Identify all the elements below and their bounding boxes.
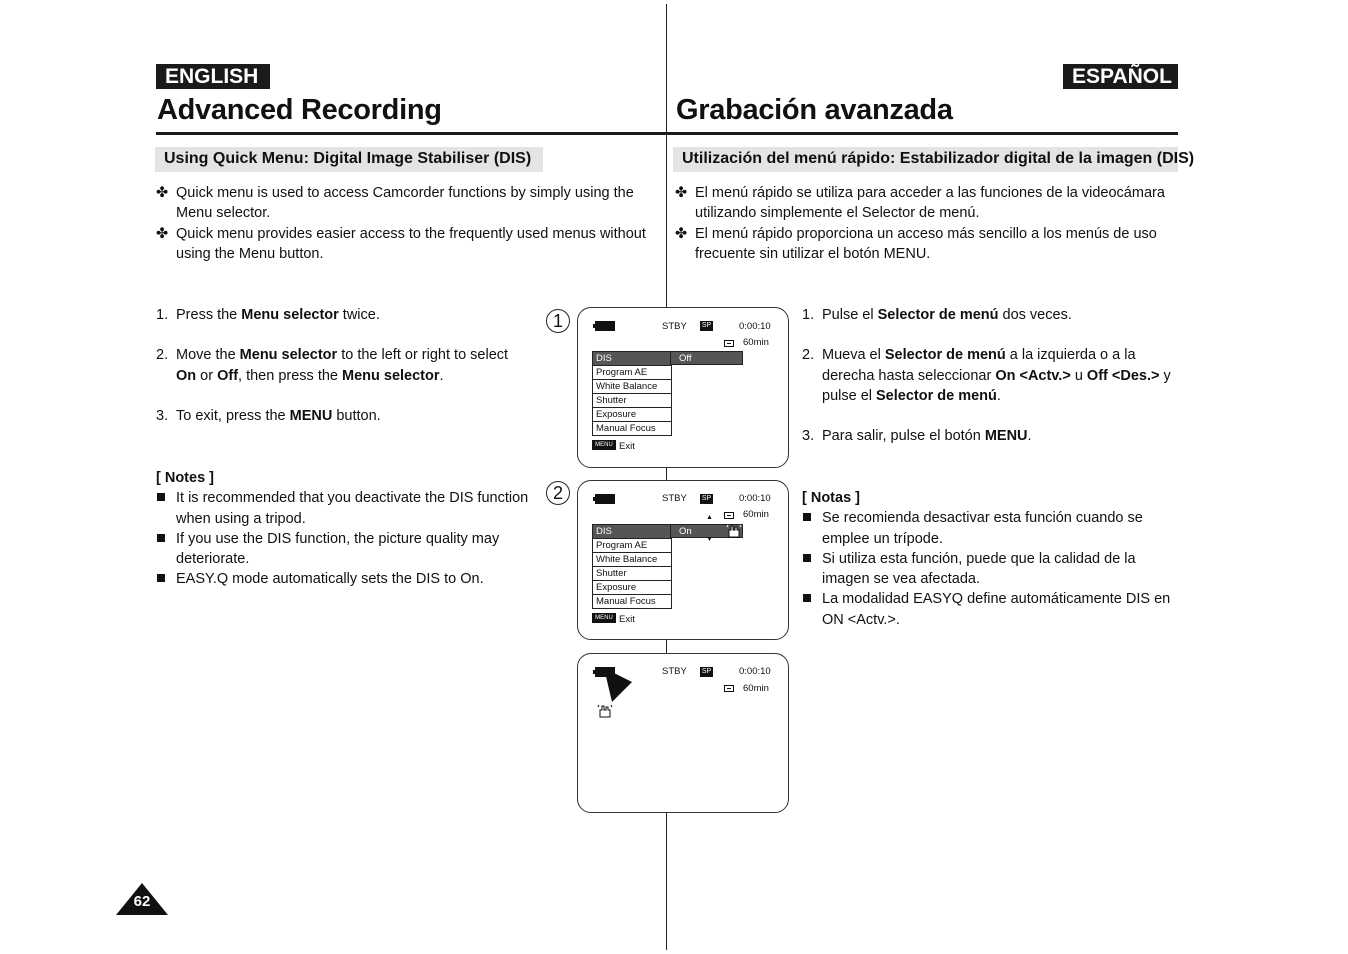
menu-item-white-balance[interactable]: White Balance bbox=[593, 552, 671, 566]
lcd-screen-2 bbox=[577, 480, 789, 640]
page-title-espanol: Grabación avanzada bbox=[676, 94, 953, 126]
bullet-icon: ✤ bbox=[675, 225, 688, 242]
steps-english bbox=[156, 305, 531, 426]
step-1: 1. Press the Menu selector twice. bbox=[156, 307, 380, 323]
lang-label-english: ENGLISH bbox=[156, 64, 270, 89]
title-rule-left bbox=[156, 132, 666, 135]
intro-bullet: ✤ El menú rápido proporciona un acceso más sencillo a los menús de uso frecuente sin utilizar el botón MENU. bbox=[675, 225, 1157, 262]
step-3: 3. Para salir, pulse el botón MENU. bbox=[802, 428, 1032, 445]
stby-label: STBY bbox=[662, 321, 687, 332]
note-item: It is recommended that you deactivate the DIS function when using a tripod. bbox=[156, 488, 531, 529]
intro-espanol bbox=[675, 183, 1175, 264]
timecode: 0:00:10 bbox=[739, 493, 771, 504]
step-2: 2. Move the Menu selector to the left or right to select On or Off, then press the Menu selector. bbox=[156, 347, 509, 384]
lcd-screen-3 bbox=[577, 653, 789, 813]
arrow-down-icon: ▼ bbox=[706, 536, 713, 543]
stby-label: STBY bbox=[662, 493, 687, 504]
menu-item-shutter[interactable]: Shutter bbox=[593, 566, 671, 580]
menu-item-manual-focus[interactable]: Manual Focus bbox=[593, 594, 671, 608]
step-number-2: 2 bbox=[546, 481, 570, 505]
sp-badge: SP bbox=[701, 495, 712, 502]
menu-item-program-ae[interactable]: Program AE bbox=[593, 365, 671, 379]
menu-item-exposure[interactable]: Exposure bbox=[593, 580, 671, 594]
square-bullet-icon bbox=[157, 534, 165, 542]
note-item: Se recomienda desactivar esta función cuando se emplee un trípode. bbox=[802, 508, 1180, 549]
menu-item-white-balance[interactable]: White Balance bbox=[593, 379, 671, 393]
tape-icon bbox=[724, 685, 734, 692]
note-item: If you use the DIS function, the picture quality may deteriorate. bbox=[156, 529, 531, 570]
menu-item-dis[interactable]: DIS bbox=[593, 524, 671, 538]
lcd-screen-1 bbox=[577, 307, 789, 468]
intro-bullet: ✤ Quick menu is used to access Camcorder functions by simply using the Menu selector. bbox=[156, 185, 634, 222]
remaining-time: 60min bbox=[743, 683, 769, 694]
dis-value[interactable]: On bbox=[670, 524, 743, 538]
step-number-1: 1 bbox=[546, 309, 570, 333]
note-item: EASY.Q mode automatically sets the DIS to On. bbox=[156, 569, 531, 589]
menu-item-program-ae[interactable]: Program AE bbox=[593, 538, 671, 552]
step-2: 2. Mueva el Selector de menú a la izquierda o a la derecha hasta seleccionar On <Actv.> u Off <Des.> y pulse el Selector de menú. bbox=[802, 347, 1171, 404]
menu-item-dis[interactable]: DIS bbox=[593, 351, 671, 365]
steps-espanol bbox=[802, 305, 1177, 446]
menu-button-badge: MENU bbox=[592, 613, 616, 623]
sp-badge: SP bbox=[701, 668, 712, 675]
square-bullet-icon bbox=[157, 574, 165, 582]
intro-bullet: ✤ Quick menu provides easier access to the frequently used menus without using the Menu button. bbox=[156, 225, 646, 262]
pointer-arrow-icon bbox=[602, 664, 634, 704]
sp-badge: SP bbox=[701, 322, 712, 329]
remaining-time: 60min bbox=[743, 337, 769, 348]
stabiliser-hand-icon bbox=[597, 704, 613, 718]
menu-item-manual-focus[interactable]: Manual Focus bbox=[593, 421, 671, 435]
bullet-icon: ✤ bbox=[675, 185, 688, 201]
notes-title: [ Notas ] bbox=[802, 490, 860, 506]
page-title-english: Advanced Recording bbox=[157, 94, 442, 126]
square-bullet-icon bbox=[803, 594, 811, 602]
title-rule-right bbox=[667, 132, 1178, 135]
remaining-time: 60min bbox=[743, 509, 769, 520]
tape-icon bbox=[724, 512, 734, 519]
arrow-up-icon: ▲ bbox=[706, 514, 713, 521]
timecode: 0:00:10 bbox=[739, 321, 771, 332]
menu-item-shutter[interactable]: Shutter bbox=[593, 393, 671, 407]
bullet-icon: ✤ bbox=[156, 185, 169, 201]
battery-icon bbox=[595, 321, 615, 331]
note-item: Si utiliza esta función, puede que la calidad de la imagen se vea afectada. bbox=[802, 549, 1180, 590]
quick-menu-list bbox=[592, 524, 672, 609]
notes-english bbox=[156, 468, 531, 590]
exit-label: Exit bbox=[619, 441, 635, 452]
battery-icon bbox=[595, 494, 615, 504]
section-heading-espanol: Utilización del menú rápido: Estabilizador digital de la imagen (DIS) bbox=[673, 147, 1178, 172]
square-bullet-icon bbox=[803, 513, 811, 521]
bullet-icon: ✤ bbox=[156, 225, 169, 242]
lang-label-espanol: ESPAÑOL bbox=[1063, 64, 1178, 89]
page-number: 62 bbox=[133, 893, 151, 910]
step-3: 3. To exit, press the MENU button. bbox=[156, 407, 381, 424]
tape-icon bbox=[724, 340, 734, 347]
square-bullet-icon bbox=[157, 493, 165, 501]
intro-english bbox=[156, 183, 661, 264]
notes-espanol bbox=[802, 488, 1180, 630]
quick-menu-list bbox=[592, 351, 672, 436]
exit-label: Exit bbox=[619, 614, 635, 625]
section-heading-english: Using Quick Menu: Digital Image Stabiliser (DIS) bbox=[155, 147, 543, 172]
timecode: 0:00:10 bbox=[739, 666, 771, 677]
intro-bullet: ✤ El menú rápido se utiliza para acceder a las funciones de la videocámara utilizando simplemente el Selector de menú. bbox=[675, 185, 1165, 222]
step-1: 1. Pulse el Selector de menú dos veces. bbox=[802, 307, 1072, 323]
dis-value[interactable]: Off bbox=[670, 351, 743, 365]
square-bullet-icon bbox=[803, 554, 811, 562]
stby-label: STBY bbox=[662, 666, 687, 677]
notes-title: [ Notes ] bbox=[156, 470, 214, 486]
menu-button-badge: MENU bbox=[592, 440, 616, 450]
stabiliser-hand-icon bbox=[726, 524, 742, 538]
note-item: La modalidad EASYQ define automáticamente DIS en ON <Actv.>. bbox=[802, 589, 1180, 630]
menu-item-exposure[interactable]: Exposure bbox=[593, 407, 671, 421]
